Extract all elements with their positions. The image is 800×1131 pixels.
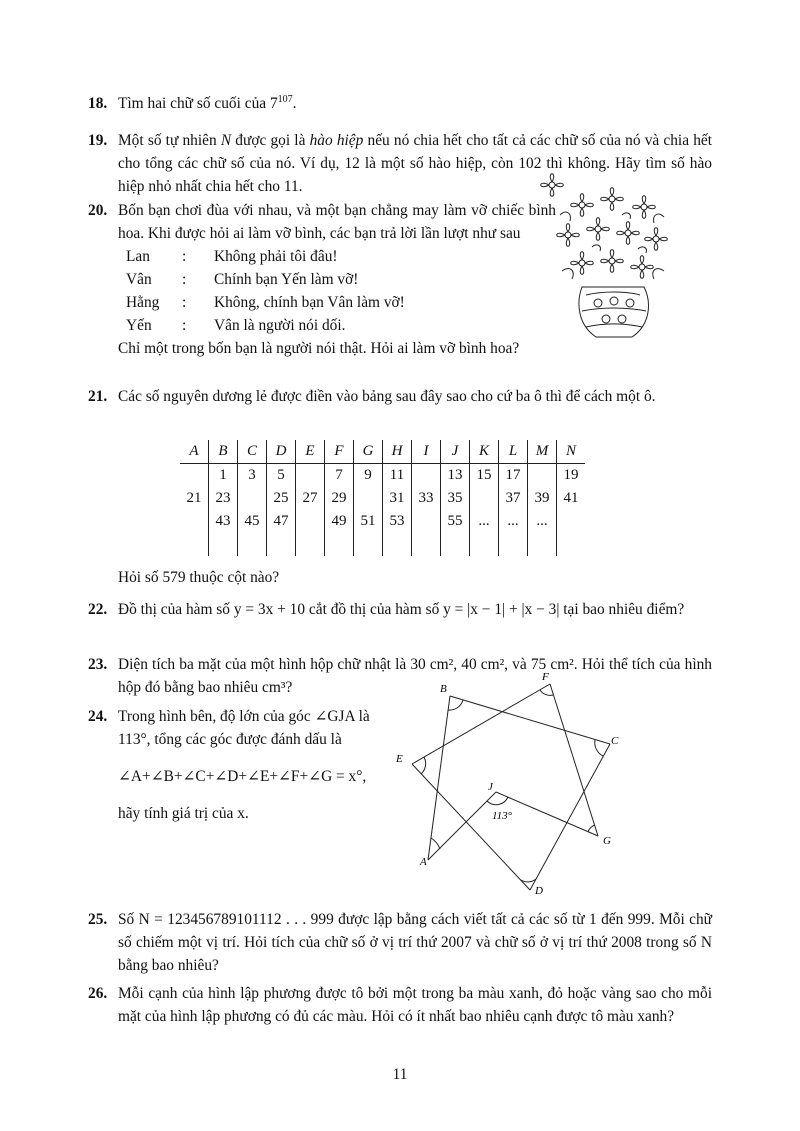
dialog-line — [126, 268, 556, 291]
table-row — [180, 510, 585, 533]
table-cell: F — [325, 440, 354, 464]
table-cell: I — [412, 440, 441, 464]
table-row — [180, 533, 585, 556]
angle-arc-c — [595, 740, 603, 756]
table-cell — [412, 533, 441, 556]
table-cell — [267, 533, 296, 556]
table-cell: 3 — [238, 464, 267, 488]
table-cell — [296, 510, 325, 533]
table-cell: 43 — [209, 510, 238, 533]
problem-21 — [88, 385, 712, 408]
colon: : — [182, 317, 187, 334]
table-cell — [180, 510, 209, 533]
table-cell: 17 — [499, 464, 528, 488]
table-cell: 19 — [557, 464, 586, 488]
table-cell: 7 — [325, 464, 354, 488]
problem-intro: Bốn bạn chơi đùa với nhau, và một bạn chẳng may làm vỡ chiếc bình hoa. Khi được hỏi ai làm vỡ bình, các bạn trả lời lần lượt như sau — [118, 202, 556, 242]
problem-18 — [88, 92, 712, 115]
table-cell: 45 — [238, 510, 267, 533]
problem-number: 22. — [88, 601, 108, 618]
table-cell: 27 — [296, 487, 325, 510]
table-cell: C — [238, 440, 267, 464]
table-cell: 39 — [528, 487, 557, 510]
problem-number: 25. — [88, 911, 108, 928]
label-e: E — [396, 753, 403, 765]
dialog-line — [126, 245, 556, 268]
label-c: C — [611, 735, 619, 747]
speaker: Yến — [126, 317, 152, 334]
table-cell — [325, 533, 354, 556]
statement: Không, chính bạn Vân làm vỡ! — [214, 294, 405, 311]
table-cell: 47 — [267, 510, 296, 533]
problem-text: Trong hình bên, độ lớn của góc ∠GJA là 113°, tổng các góc được đánh dấu là — [118, 708, 370, 748]
colon: : — [182, 248, 187, 265]
table-cell — [528, 464, 557, 488]
problem-number: 18. — [88, 95, 108, 112]
table-cell: J — [441, 440, 470, 464]
label-f: F — [542, 671, 549, 683]
table-cell: 41 — [557, 487, 586, 510]
problem-24 — [88, 705, 388, 825]
table-row — [180, 464, 585, 488]
label-g: G — [603, 835, 611, 847]
term-emphasis: hào hiệp — [309, 132, 364, 149]
table-cell — [499, 533, 528, 556]
problem-20 — [88, 199, 556, 360]
table-header-row — [180, 440, 585, 464]
table-cell: L — [499, 440, 528, 464]
table-cell: 5 — [267, 464, 296, 488]
table-cell: 55 — [441, 510, 470, 533]
problem-text: Diện tích ba mặt của một hình hộp chữ nhật là 30 cm², 40 cm², và 75 cm². Hỏi thể tích của hình hộp đó bằng bao nhiêu cm³? — [118, 656, 712, 696]
problem-26 — [88, 982, 712, 1028]
statement: Chính bạn Yến làm vỡ! — [214, 271, 359, 288]
problem-number: 23. — [88, 656, 108, 673]
speaker: Hằng — [126, 294, 160, 311]
text-part: nếu nó chia hết cho tất cả các chữ số của nó và chia hết cho tổng các chữ số của nó. Ví dụ, 12 là một số hào hiệp, còn 102 thì không. Hãy tìm số hào hiệp nhỏ nhất chia hết cho 11. — [118, 132, 712, 195]
segment-fg — [550, 684, 598, 836]
table-cell: ... — [470, 510, 499, 533]
var-n: N — [220, 132, 232, 149]
dialog-line — [126, 291, 556, 314]
flower-vase-illustration — [552, 185, 674, 345]
problem-number: 20. — [88, 202, 108, 219]
table-cell: 21 — [186, 490, 202, 506]
table-cell — [180, 533, 209, 556]
label-d: D — [535, 885, 543, 897]
problem-text: Các số nguyên dương lẻ được điền vào bảng sau đây sao cho cứ ba ô thì để cách một ô. — [118, 388, 656, 405]
segment-de — [412, 764, 530, 890]
table-cell — [441, 533, 470, 556]
angle-arc-a — [431, 838, 440, 849]
problem-25 — [88, 908, 712, 977]
angle-arc-f — [540, 690, 553, 695]
star-angle-figure — [396, 668, 630, 898]
table-cell: B — [209, 440, 238, 464]
table-cell — [412, 510, 441, 533]
table-cell: A — [180, 440, 209, 464]
problem-21-question — [88, 566, 712, 589]
table-cell: 35 — [441, 487, 470, 510]
table-cell: 53 — [383, 510, 412, 533]
table-cell: 37 — [499, 487, 528, 510]
colon: : — [182, 271, 187, 288]
speaker: Vân — [126, 271, 152, 288]
label-b: B — [440, 683, 447, 695]
table-cell — [354, 533, 383, 556]
angle-arc-b — [448, 700, 463, 710]
period: . — [292, 95, 297, 112]
segment-ja — [428, 792, 496, 860]
label-j: J — [488, 781, 493, 793]
problem-number: 19. — [88, 132, 108, 149]
colon: : — [182, 294, 187, 311]
problem-outro: Chỉ một trong bốn bạn là người nói thật. Hỏi ai làm vỡ bình hoa? — [118, 340, 520, 357]
segment-ab — [428, 696, 450, 860]
table-cell — [528, 533, 557, 556]
table-row — [180, 487, 585, 510]
angle-value: 113° — [492, 810, 513, 822]
problem-text: Số N = 123456789101112 . . . 999 được lập bằng cách viết tất cả các số từ 1 đến 999. Mỗi chữ số chiếm một vị trí. Hỏi tích của chữ số ở vị trí thứ 2007 và chữ số ở vị trí thứ 2008 trong số N bằng bao nhiêu? — [118, 911, 712, 974]
table-cell: 25 — [267, 487, 296, 510]
table-cell: 11 — [383, 464, 412, 488]
table-cell: 29 — [325, 487, 354, 510]
label-a: A — [420, 856, 427, 868]
table-cell: E — [296, 440, 325, 464]
problem-number: 21. — [88, 388, 108, 405]
table-cell — [296, 533, 325, 556]
problem-number: 26. — [88, 985, 108, 1002]
table-cell — [557, 510, 586, 533]
angle-arc-g — [588, 825, 595, 832]
table-cell: M — [528, 440, 557, 464]
table-cell: 1 — [209, 464, 238, 488]
table-cell: 31 — [383, 487, 412, 510]
dialog — [126, 245, 556, 337]
problem-text: Đồ thị của hàm số y = 3x + 10 cắt đồ thị của hàm số y = |x − 1| + |x − 3| tại bao nhiêu điểm? — [118, 601, 685, 618]
table-cell: 51 — [354, 510, 383, 533]
question-text: Hỏi số 579 thuộc cột nào? — [118, 569, 280, 586]
table-cell — [383, 533, 412, 556]
table-cell: 23 — [209, 487, 238, 510]
angle-sum-formula: ∠A+∠B+∠C+∠D+∠E+∠F+∠G = x°, — [118, 768, 367, 785]
problem-text: Mỗi cạnh của hình lập phương được tô bởi một trong ba màu xanh, đỏ hoặc vàng sao cho mỗi mặt của hình lập phương có đủ các màu. Hỏi có ít nhất bao nhiêu cạnh được tô màu xanh? — [118, 985, 712, 1025]
page-number: 11 — [392, 1066, 408, 1083]
segment-bc — [450, 696, 610, 744]
dialog-line — [126, 314, 556, 337]
table-cell: 15 — [470, 464, 499, 488]
table-cell: K — [470, 440, 499, 464]
speaker: Lan — [126, 248, 150, 265]
exponent: 107 — [277, 93, 293, 105]
table-cell: ... — [528, 510, 557, 533]
table-cell — [470, 487, 499, 510]
table-cell: 9 — [354, 464, 383, 488]
angle-arc-e — [421, 757, 426, 774]
table-cell — [412, 464, 441, 488]
table-cell: ... — [499, 510, 528, 533]
problem-text: Tìm hai chữ số cuối của 7 — [118, 95, 278, 112]
text-part: được gọi là — [231, 132, 310, 149]
table-cell: H — [383, 440, 412, 464]
statement: Vân là người nói dối. — [214, 317, 346, 334]
problem-22 — [88, 598, 712, 621]
table-cell — [470, 533, 499, 556]
table-cell — [557, 533, 586, 556]
table-cell — [180, 464, 209, 488]
angle-arc-d — [521, 879, 536, 882]
number-table — [180, 440, 585, 556]
problem-number: 24. — [88, 708, 108, 725]
segment-ef — [412, 684, 550, 764]
table-cell: G — [354, 440, 383, 464]
segment-cd — [530, 744, 610, 890]
table-cell — [209, 533, 238, 556]
problem-question: hãy tính giá trị của x. — [118, 805, 249, 822]
statement: Không phải tôi đâu! — [214, 248, 338, 265]
table-cell: 49 — [325, 510, 354, 533]
table-cell: D — [267, 440, 296, 464]
text-part: Một số tự nhiên — [118, 132, 221, 149]
table-cell: N — [557, 440, 586, 464]
table-cell — [238, 487, 267, 510]
table-cell — [296, 464, 325, 488]
table-cell: 33 — [412, 487, 441, 510]
table-cell — [238, 533, 267, 556]
table-cell — [354, 487, 383, 510]
table-cell: 13 — [441, 464, 470, 488]
